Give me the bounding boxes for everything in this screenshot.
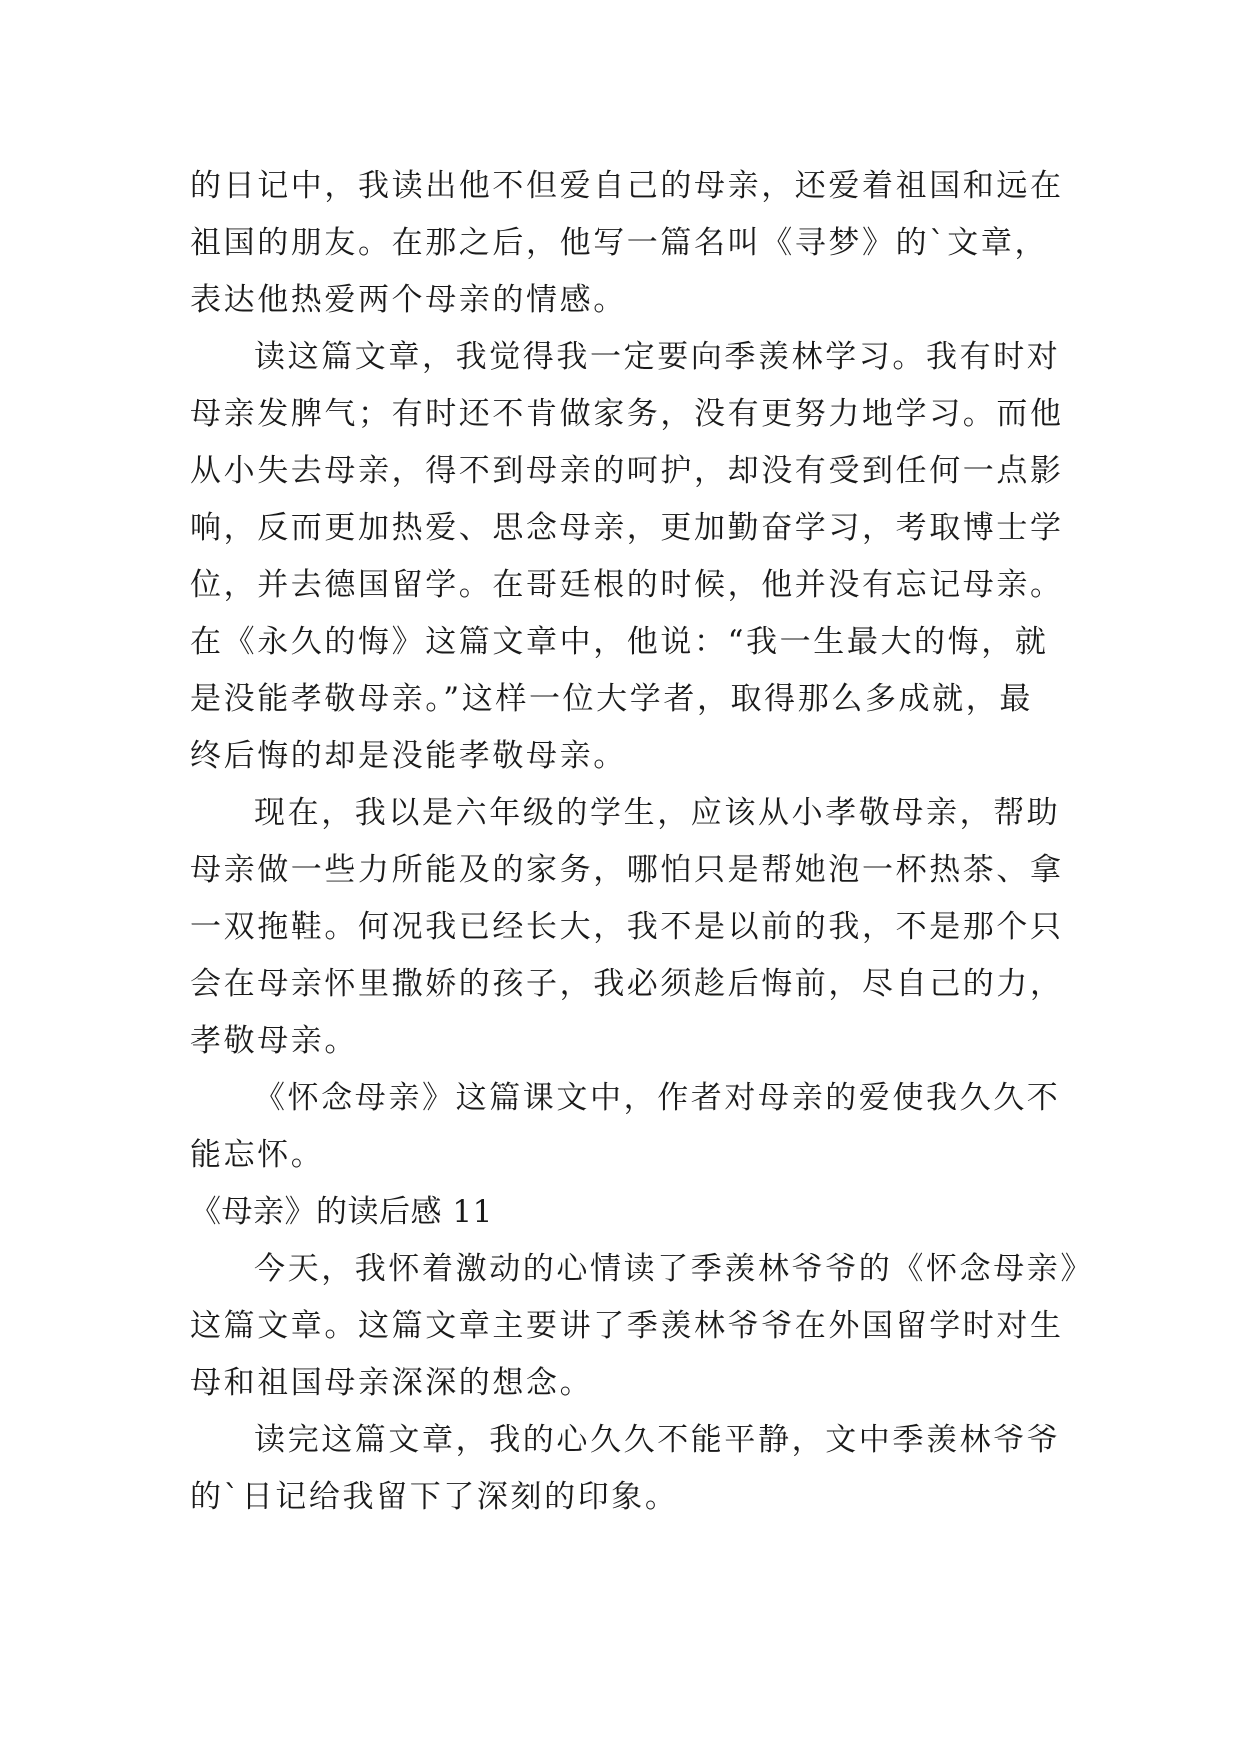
text-line: 孝敬母亲。 (190, 1023, 358, 1059)
paragraph-first-line: 读完这篇文章，我的心久久不能平静，文中季羡林爷爷 (254, 1422, 1061, 1458)
text-line: 的日记中，我读出他不但爱自己的母亲，还爱着祖国和远在 (190, 168, 1064, 204)
text-line: 表达他热爱两个母亲的情感。 (190, 282, 627, 318)
document-body (190, 158, 1094, 1526)
section-heading: 《母亲》的读后感 11 (190, 1194, 493, 1230)
text-line: 终后悔的却是没能孝敬母亲。 (190, 738, 627, 774)
text-line: 是没能孝敬母亲。”这样一位大学者，取得那么多成就，最 (190, 681, 1033, 717)
text-line: 会在母亲怀里撒娇的孩子，我必须趁后悔前，尽自己的力， (190, 966, 1064, 1002)
paragraph-first-line: 现在，我以是六年级的学生，应该从小孝敬母亲，帮助 (254, 795, 1061, 831)
text-line: 位，并去德国留学。在哥廷根的时候，他并没有忘记母亲。 (190, 567, 1064, 603)
text-line: 从小失去母亲，得不到母亲的呵护，却没有受到任何一点影 (190, 453, 1064, 489)
paragraph-first-line: 今天，我怀着激动的心情读了季羡林爷爷的《怀念母亲》 (254, 1251, 1094, 1287)
text-line: 在《永久的悔》这篇文章中，他说：“我一生最大的悔，就 (190, 624, 1049, 660)
text-line: 的`日记给我留下了深刻的印象。 (190, 1479, 679, 1515)
text-line: 母和祖国母亲深深的想念。 (190, 1365, 594, 1401)
text-line: 这篇文章。这篇文章主要讲了季羡林爷爷在外国留学时对生 (190, 1308, 1064, 1344)
text-line: 响，反而更加热爱、思念母亲，更加勤奋学习，考取博士学 (190, 510, 1064, 546)
paragraph-first-line: 读这篇文章，我觉得我一定要向季羡林学习。我有时对 (254, 339, 1061, 375)
text-line: 母亲做一些力所能及的家务，哪怕只是帮她泡一杯热茶、拿 (190, 852, 1064, 888)
text-line: 母亲发脾气；有时还不肯做家务，没有更努力地学习。而他 (190, 396, 1064, 432)
paragraph-first-line: 《怀念母亲》这篇课文中，作者对母亲的爱使我久久不 (254, 1080, 1061, 1116)
text-line: 一双拖鞋。何况我已经长大，我不是以前的我，不是那个只 (190, 909, 1064, 945)
text-line: 祖国的朋友。在那之后，他写一篇名叫《寻梦》的`文章， (190, 225, 1049, 261)
text-line: 能忘怀。 (190, 1137, 325, 1173)
